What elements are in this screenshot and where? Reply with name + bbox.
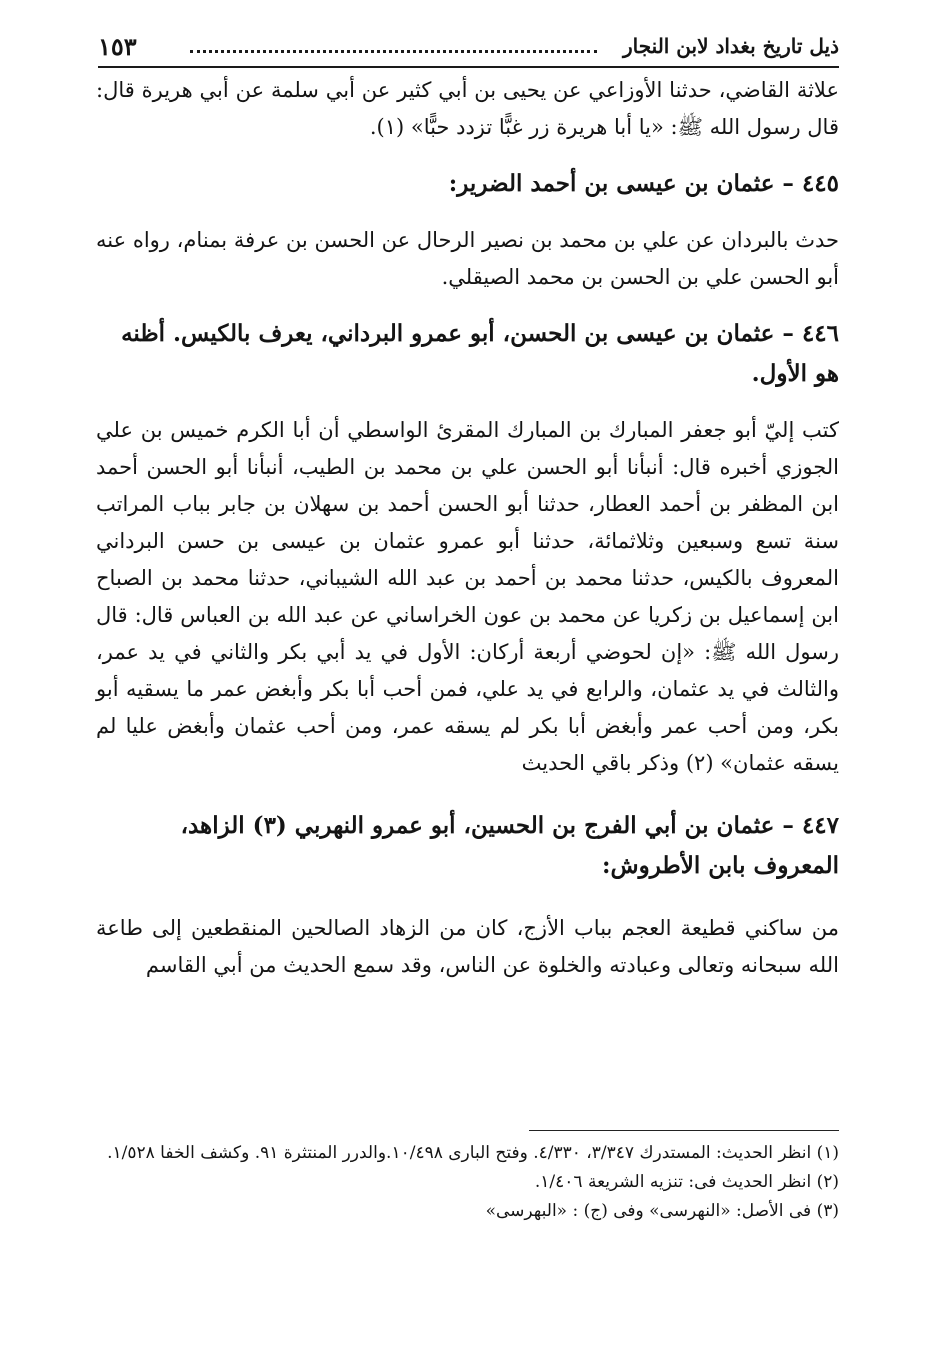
dotted-leader <box>190 50 597 53</box>
entry-445-heading: ٤٤٥ – عثمان بن عيسى بن أحمد الضرير: <box>448 170 839 197</box>
running-title: ذيل تاريخ بغداد لابن النجار <box>623 34 839 58</box>
footnote-divider <box>529 1130 839 1131</box>
footnote-3: (٣) فى الأصل: «النهرسى» وفى (ج) : «البهرسى» <box>485 1201 839 1221</box>
page-number: ١٥٣ <box>98 32 137 61</box>
entry-447-text: من ساكني قطيعة العجم بباب الأزج، كان من الزهاد الصالحين المنقطعين إلى طاعة الله سبحانه وتعالى وعبادته والخلوة عن الناس، وقد سمع الحديث من أبي القاسم <box>96 916 839 977</box>
entry-447-heading: ٤٤٧ – عثمان بن أبي الفرج بن الحسين، أبو عمرو النهربي (٣) الزاهد، المعروف بابن الأطروش: <box>180 812 839 879</box>
page-body <box>96 72 839 984</box>
page-header <box>98 32 839 68</box>
footnote-1: (١) انظر الحديث: المستدرك ٣/٣٤٧، ٤/٣٣٠. وفتح البارى ١٠/٤٩٨.والدرر المنتثرة ٩١. وكشف الخفا ١/٥٢٨. <box>107 1143 839 1163</box>
continuation-paragraph: علاثة القاضي، حدثنا الأوزاعي عن يحيى بن أبي كثير عن أبي سلمة عن أبي هريرة قال: قال رسول الله ﷺ: «يا أبا هريرة زر غبًّا تزدد حبًّا» (١). <box>96 78 839 139</box>
entry-446-text: كتب إليّ أبو جعفر المبارك بن المبارك المقرئ الواسطي أن أبا الكرم خميس بن علي الجوزي أخبره قال: أنبأنا أبو الحسن علي بن محمد بن الطيب، أنبأنا أبو الحسن أحمد ابن المظفر بن أحمد العطار، حدثنا أبو الحسن أحمد بن سهلان بن جابر بباب المراتب سنة تسع وسبعين وثلاثمائة، حدثنا أبو عمرو عثمان بن عيسى بن حسن البرداني المعروف بالكيس، حدثنا محمد بن أحمد بن عبد الله الشيباني، حدثنا محمد بن الصباح ابن إسماعيل بن زكريا عن محمد بن عون الخراساني عن عبد الله بن العباس قال: قال رسول الله ﷺ: «إن لحوضي أربعة أركان: الأول في يد أبي بكر والثاني في يد عمر، والثالث في يد عثمان، والرابع في يد علي، فمن أحب أبا بكر وأبغض عمر ما يسقيه أبو بكر، ومن أحب عمر وأبغض أبا بكر لم يسقه عمر، ومن أحب عثمان وأبغض عليا لم يسقه عثمان» (٢) وذكر باقي الحديث <box>96 418 839 775</box>
footnotes <box>98 1130 839 1226</box>
footnote-2: (٢) انظر الحديث فى: تنزيه الشريعة ١/٤٠٦. <box>534 1172 839 1192</box>
entry-446-heading: ٤٤٦ – عثمان بن عيسى بن الحسن، أبو عمرو البرداني، يعرف بالكيس. أظنه هو الأول. <box>121 320 839 387</box>
entry-445-text: حدث بالبردان عن علي بن محمد بن نصير الرحال عن الحسن بن عرفة بمنام، رواه عنه أبو الحسن علي بن الحسن بن محمد الصيقلي. <box>96 228 839 289</box>
